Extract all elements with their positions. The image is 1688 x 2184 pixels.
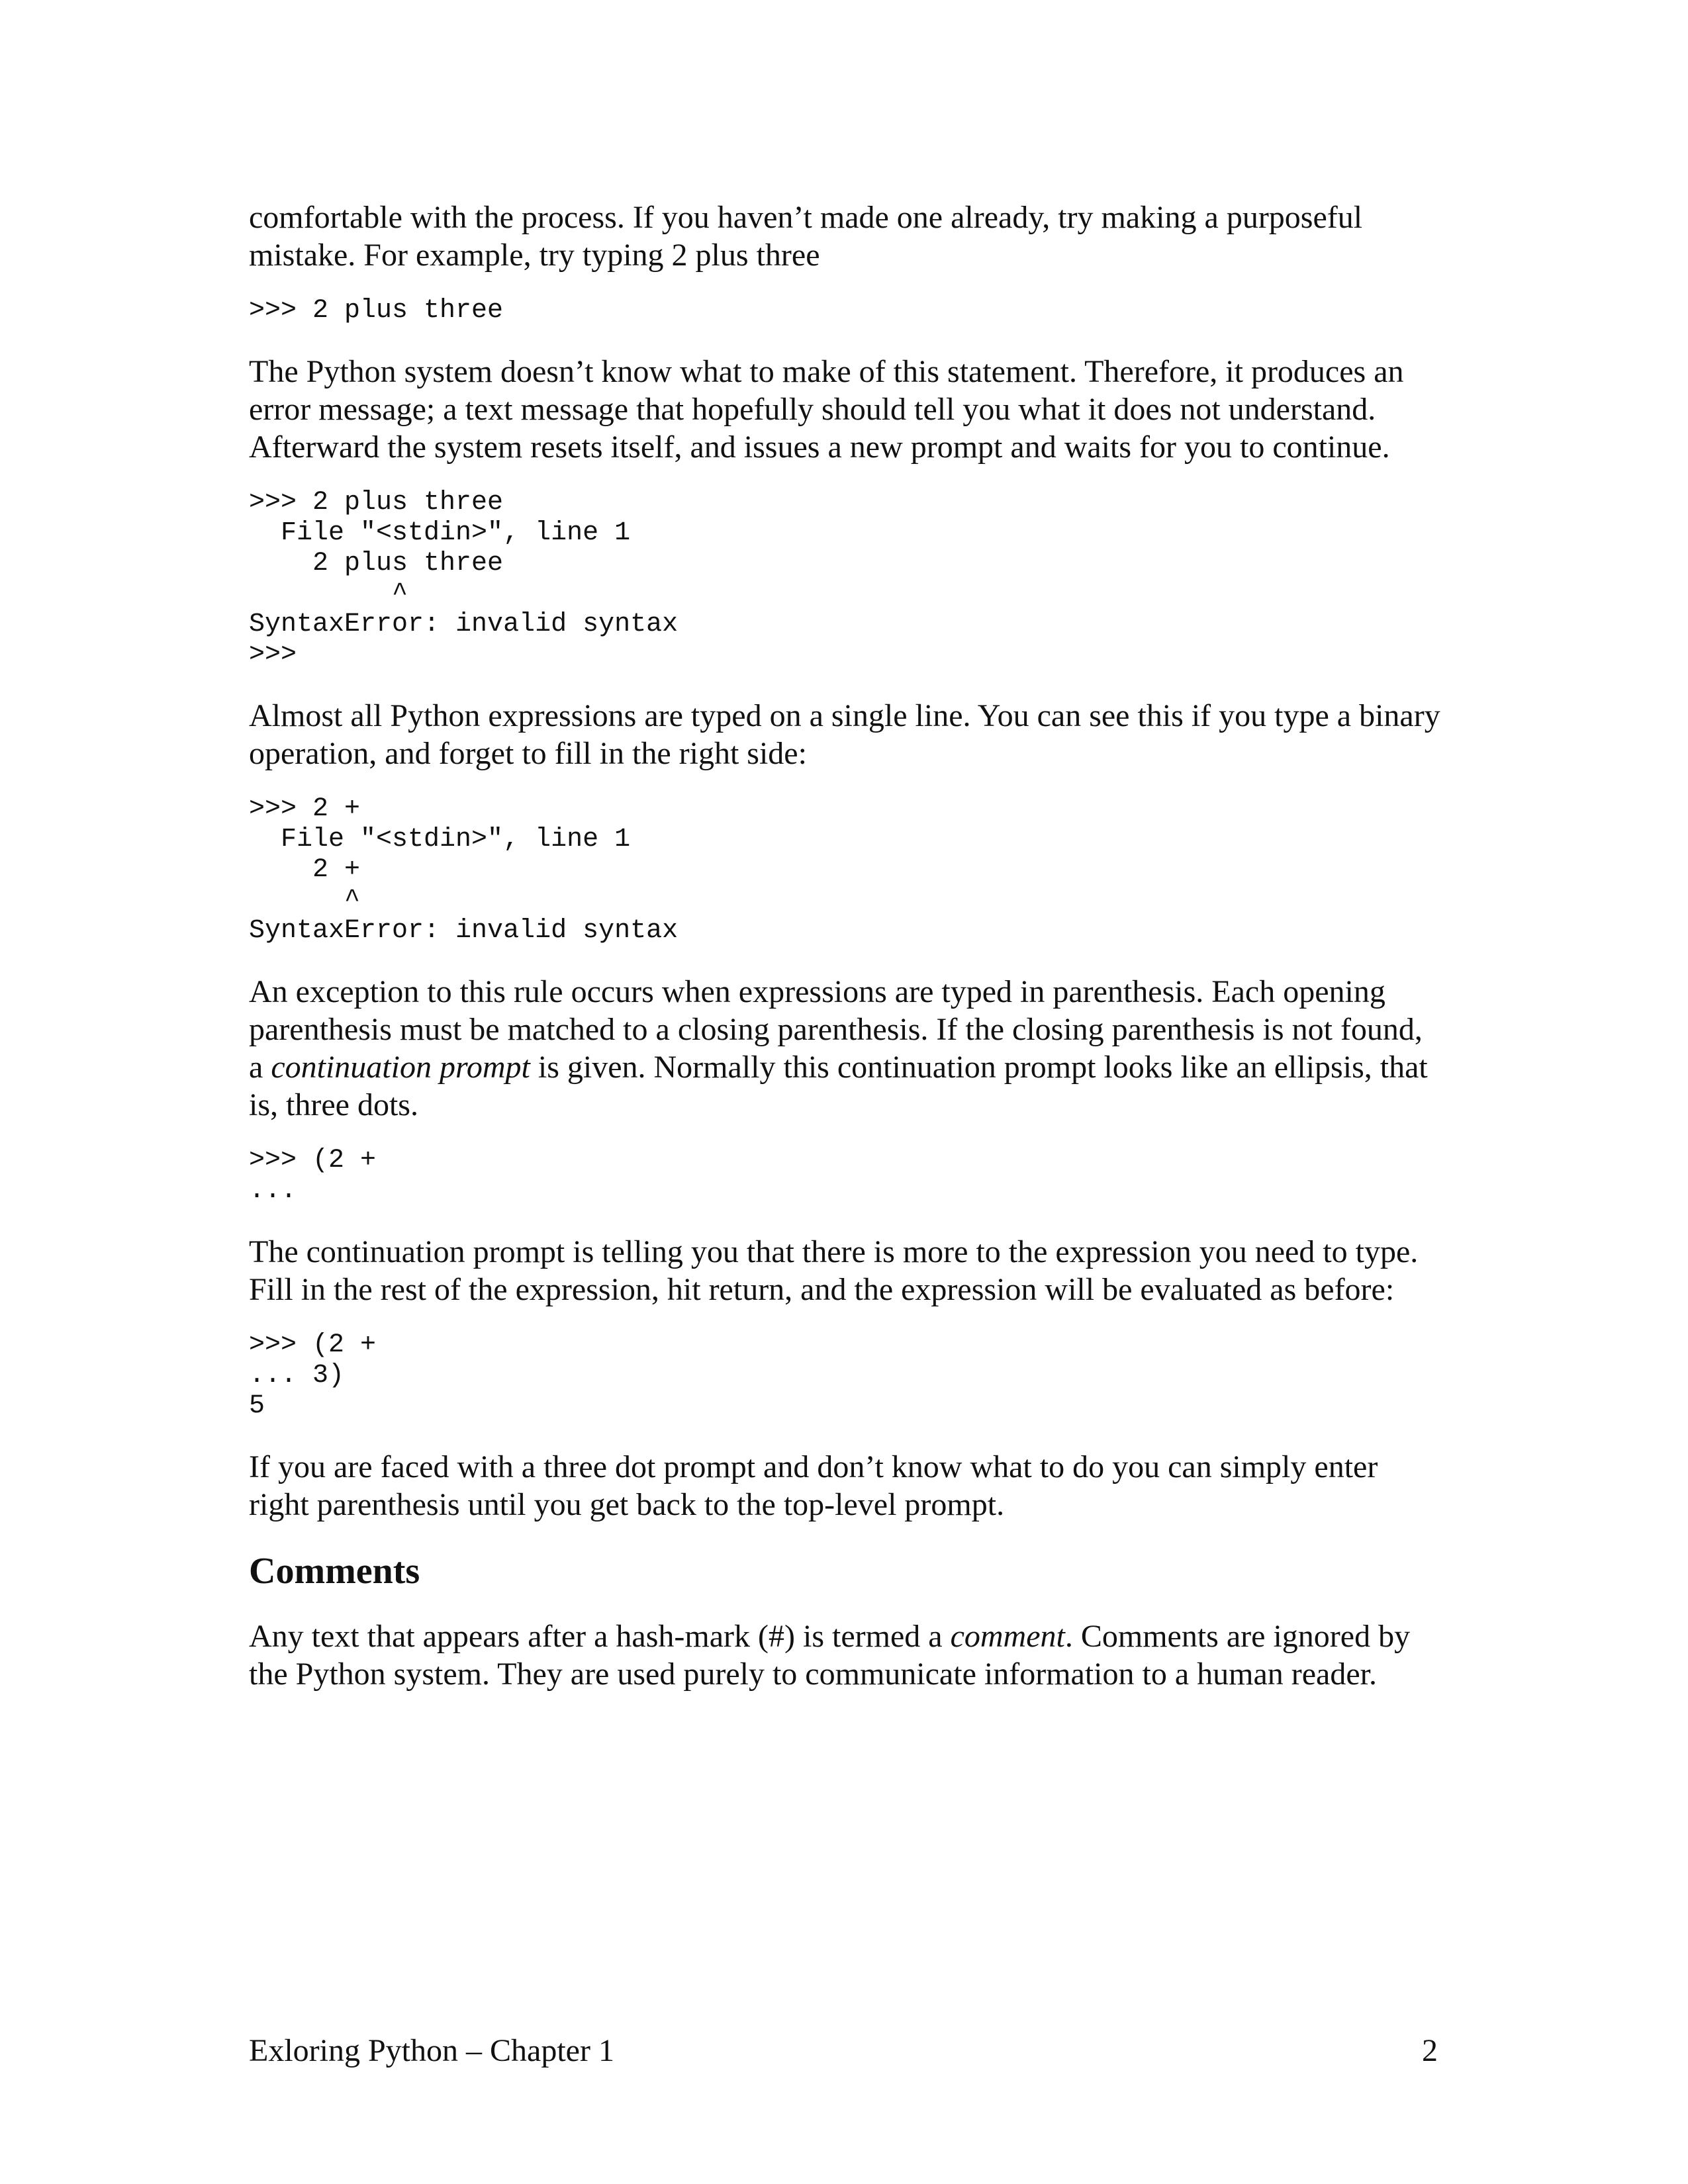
code-block-syntax-error: >>> 2 plus three File "<stdin>", line 1 2 plus three ^ SyntaxError: invalid syntax >>> bbox=[249, 488, 679, 670]
page-number: 2 bbox=[1422, 2033, 1438, 2068]
code-block-binary-op: >>> 2 + File "<stdin>", line 1 2 + ^ SyntaxError: invalid syntax bbox=[249, 794, 679, 946]
code-block-open-paren: >>> (2 + ... bbox=[249, 1146, 377, 1206]
paragraph-comments bbox=[249, 1617, 1440, 1693]
paragraph-three-dot-prompt: If you are faced with a three dot prompt and don’t know what to do you can simply enter right parenthesis until you get back to the top-level prompt. bbox=[249, 1449, 1378, 1522]
paragraph-comments-text-b: . Comments are ignored by the Python system. They are used purely to communicate information to a human reader. bbox=[249, 1619, 1411, 1692]
paragraph-continuation-prompt bbox=[249, 973, 1440, 1124]
page-footer bbox=[249, 2032, 1438, 2070]
paragraph-error-message: The Python system doesn’t know what to make of this statement. Therefore, it produces an error message; a text message that hopefully should tell you what it does not understand. Afterward the system resets itself, and issues a new prompt and waits for you to continue. bbox=[249, 354, 1404, 465]
paragraph-single-line: Almost all Python expressions are typed on a single line. You can see this if you type a binary operation, and forget to fill in the right side: bbox=[249, 698, 1440, 771]
term-continuation-prompt: continuation prompt bbox=[271, 1050, 530, 1085]
section-heading-comments: Comments bbox=[249, 1551, 420, 1592]
code-block-plus-three: >>> 2 plus three bbox=[249, 296, 504, 326]
footer-title: Exloring Python – Chapter 1 bbox=[249, 2033, 614, 2068]
page-body bbox=[249, 199, 1440, 1693]
paragraph-continuation-text-b: is given. Normally this continuation prompt looks like an ellipsis, that is, three dots. bbox=[249, 1050, 1428, 1122]
paragraph-intro: comfortable with the process. If you haven’t made one already, try making a purposeful mistake. For example, try typing 2 plus three bbox=[249, 200, 1363, 273]
paragraph-fill-in-rest: The continuation prompt is telling you that there is more to the expression you need to type. Fill in the rest of the expression, hit return, and the expression will be evaluated as before: bbox=[249, 1234, 1419, 1307]
code-block-evaluated: >>> (2 + ... 3) 5 bbox=[249, 1330, 377, 1421]
paragraph-comments-text-a: Any text that appears after a hash-mark (#) is termed a bbox=[249, 1619, 951, 1654]
paragraph-continuation-text-a: An exception to this rule occurs when expressions are typed in parenthesis. Each opening parenthesis must be matched to a closing parenthesis. If the closing parenthesis is not found, a bbox=[249, 974, 1423, 1085]
term-comment: comment bbox=[950, 1619, 1065, 1654]
